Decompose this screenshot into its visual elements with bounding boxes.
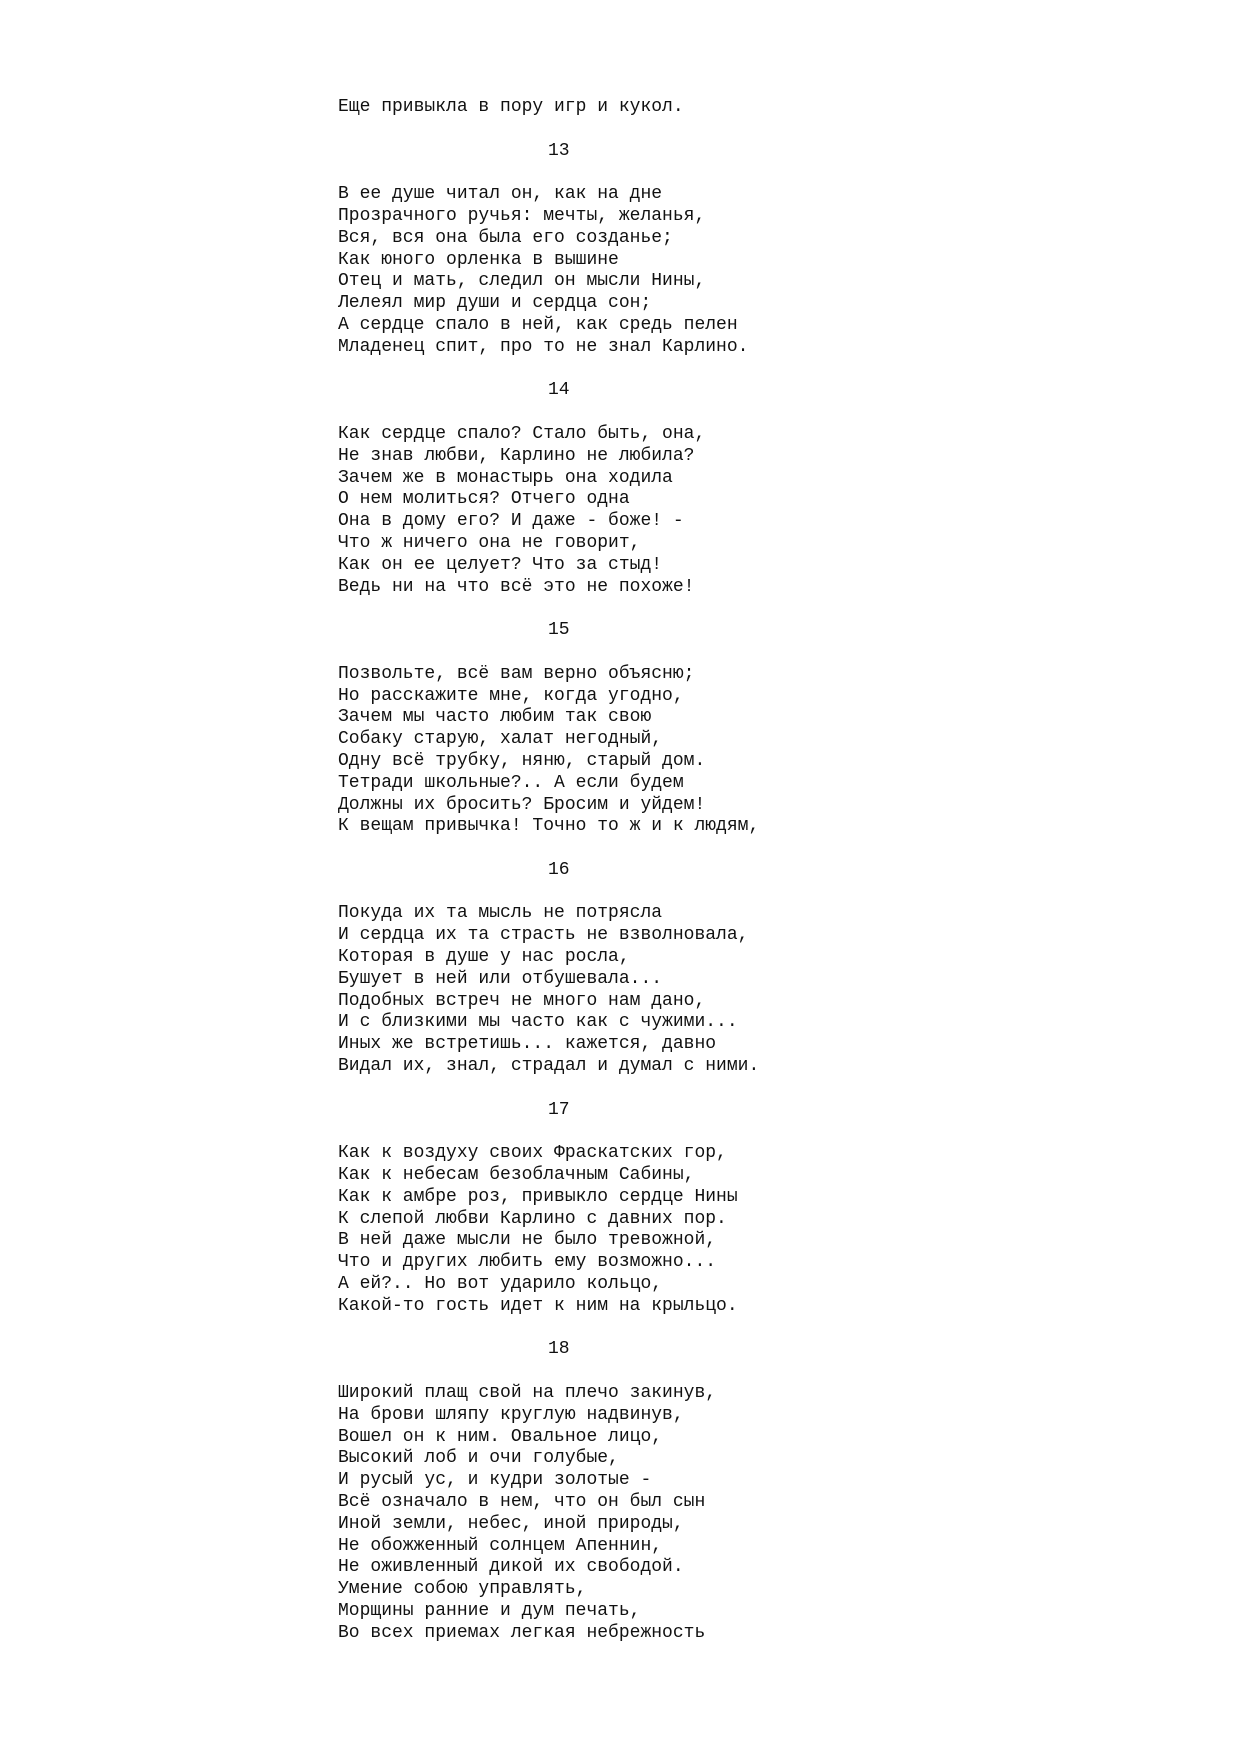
stanza-number: 18 (548, 1339, 570, 1360)
poem-line: Позвольте, всё вам верно объясню; (338, 663, 695, 684)
stanza-gap (338, 162, 1198, 184)
stanza-gap (338, 1078, 1198, 1100)
poem-line: На брови шляпу круглую надвинув, (338, 1404, 684, 1425)
poem-line: И с близкими мы часто как с чужими... (338, 1012, 738, 1033)
poem-line: Бушует в ней или отбушевала... (338, 968, 663, 989)
poem-line: Не оживленный дикой их свободой. (338, 1557, 684, 1578)
stanza-gap (338, 642, 1198, 664)
poem-line: Она в дому его? И даже - боже! - (338, 511, 684, 532)
poem-line: Вся, вся она была его созданье; (338, 227, 673, 248)
poem-line: Ведь ни на что всё это не похоже! (338, 576, 695, 597)
poem-line: Прозрачного ручья: мечты, желанья, (338, 205, 706, 226)
stanza-gap (338, 598, 1198, 620)
poem-line: В ее душе читал он, как на дне (338, 184, 663, 205)
poem-line: Младенец спит, про то не знал Карлино. (338, 336, 749, 357)
poem-line: Как он ее целует? Что за стыд! (338, 554, 663, 575)
poem-line: И русый ус, и кудри золотые - (338, 1470, 652, 1491)
poem-line: Что и других любить ему возможно... (338, 1252, 717, 1273)
poem-line: Как к небесам безоблачным Сабины, (338, 1165, 695, 1186)
poem-line: Не знав любви, Карлино не любила? (338, 445, 695, 466)
poem-line: Которая в душе у нас росла, (338, 947, 630, 968)
stanza-gap (338, 119, 1198, 141)
poem-line: Покуда их та мысль не потрясла (338, 903, 663, 924)
stanza-gap (338, 1361, 1198, 1383)
poem-line: Умение собою управлять, (338, 1579, 587, 1600)
poem-line: А ей?.. Но вот ударило кольцо, (338, 1274, 663, 1295)
poem-line: Лелеял мир души и сердца сон; (338, 293, 652, 314)
poem-line: Иных же встретишь... кажется, давно (338, 1034, 717, 1055)
poem-line: Какой-то гость идет к ним на крыльцо. (338, 1295, 738, 1316)
poem-line: Во всех приемах легкая небрежность (338, 1622, 706, 1643)
poem-line: Как к воздуху своих Фраскатских гор, (338, 1143, 727, 1164)
stanza-gap (338, 359, 1198, 381)
poem-line: И сердца их та страсть не взволновала, (338, 925, 749, 946)
poem-line: К слепой любви Карлино с давних пор. (338, 1208, 727, 1229)
poem-line: Высокий лоб и очи голубые, (338, 1448, 619, 1469)
poem-line: Не обожженный солнцем Апеннин, (338, 1535, 663, 1556)
poem-line: О нем молиться? Отчего одна (338, 489, 630, 510)
poem-line: Как юного орленка в вышине (338, 249, 619, 270)
poem-line: К вещам привычка! Точно то ж и к людям, (338, 816, 760, 837)
poem-line: Всё означало в нем, что он был сын (338, 1492, 706, 1512)
poem-line: Но расскажите мне, когда угодно, (338, 685, 684, 706)
stanza-gap (338, 1121, 1198, 1143)
poem-line: Тетради школьные?.. А если будем (338, 772, 684, 793)
poem-line: Вошел он к ним. Овальное лицо, (338, 1426, 663, 1447)
poem-line: Видал их, знал, страдал и думал с ними. (338, 1056, 760, 1077)
stanza-gap (338, 1318, 1198, 1340)
poem-line: Морщины ранние и дум печать, (338, 1600, 641, 1621)
poem-text (338, 97, 1198, 1645)
stanza-number: 13 (548, 140, 570, 161)
poem-line: Зачем же в монастырь она ходила (338, 467, 673, 488)
poem-line: Собаку старую, халат негодный, (338, 729, 663, 750)
stanza-number: 14 (548, 380, 570, 401)
poem-line: Широкий плащ свой на плечо закинув, (338, 1383, 717, 1404)
poem-line: Как сердце спало? Стало быть, она, (338, 423, 706, 444)
poem-line: А сердце спало в ней, как средь пелен (338, 314, 738, 335)
poem-line: Должны их бросить? Бросим и уйдем! (338, 794, 706, 815)
stanza-gap (338, 882, 1198, 904)
poem-line: Подобных встреч не много нам дано, (338, 990, 706, 1011)
poem-line: Что ж ничего она не говорит, (338, 532, 641, 553)
poem-line: Отец и мать, следил он мысли Нины, (338, 271, 706, 292)
stanza-gap (338, 838, 1198, 860)
stanza-gap (338, 402, 1198, 424)
poem-line: Как к амбре роз, привыкло сердце Нины (338, 1186, 738, 1207)
stanza-number: 16 (548, 859, 570, 880)
poem-line: Еще привыкла в пору игр и кукол. (338, 97, 684, 117)
poem-line: Иной земли, небес, иной природы, (338, 1513, 684, 1534)
poem-line: Зачем мы часто любим так свою (338, 707, 652, 728)
stanza-number: 15 (548, 620, 570, 641)
poem-line: В ней даже мысли не было тревожной, (338, 1230, 717, 1251)
stanza-number: 17 (548, 1099, 570, 1120)
poem-line: Одну всё трубку, няню, старый дом. (338, 750, 706, 771)
